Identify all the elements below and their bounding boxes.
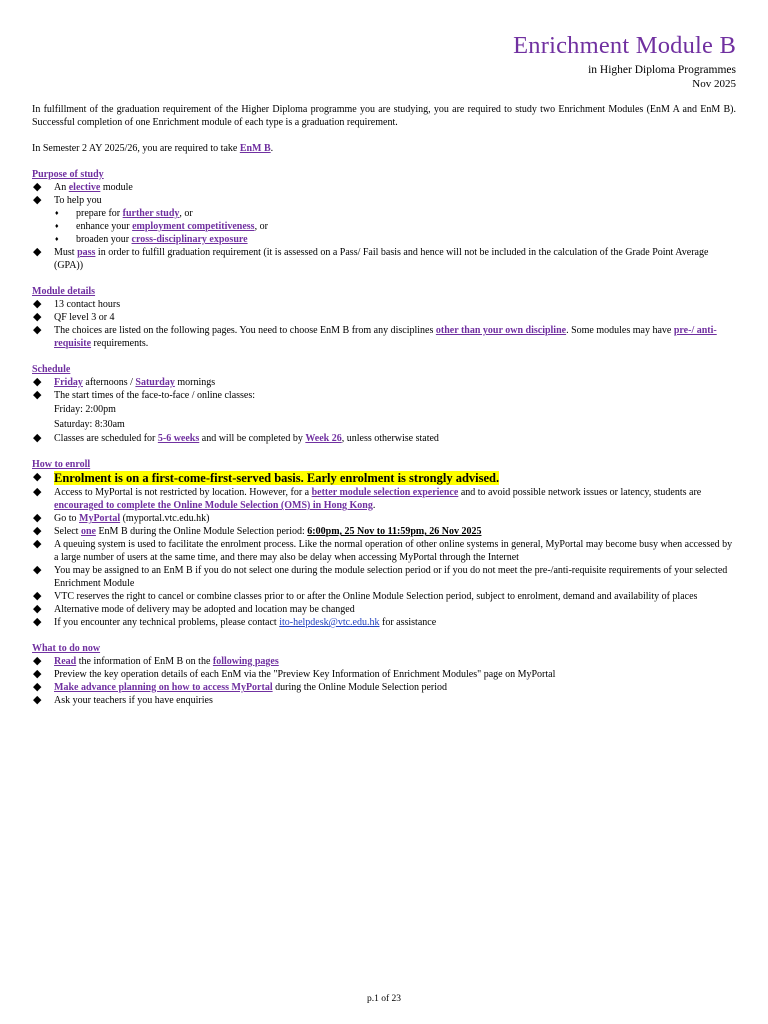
list-item: ◆ The choices are listed on the following pages. You need to choose EnM B from any disciplines other than your own discipline. Some modules may have pre-/ anti-requisite requirements.: [32, 324, 736, 350]
section-title-details: Module details: [32, 286, 96, 297]
list-item: ◆ To help you: [32, 194, 736, 207]
section-title-todo: What to do now: [32, 643, 101, 654]
document-header: [32, 33, 736, 91]
schedule-list: [32, 376, 736, 445]
intro-paragraph: In fulfillment of the graduation requirement of the Higher Diploma programme you are studying, you are required to study two Enrichment Modules (EnM A and EnM B). Successful completion of one Enrichment module of each type is a graduation requirement.: [32, 104, 736, 128]
document-subtitle: in Higher Diploma Programmes: [588, 64, 736, 76]
section-title-schedule: Schedule: [32, 364, 71, 375]
myportal-link[interactable]: MyPortal: [79, 513, 121, 524]
list-item: ◆ QF level 3 or 4: [32, 311, 736, 324]
list-item: ◆ The start times of the face-to-face / online classes:: [32, 389, 736, 402]
enroll-list: [32, 471, 736, 629]
list-item: ◆ If you encounter any technical problems, please contact ito-helpdesk@vtc.edu.hk for assistance: [32, 616, 736, 629]
sub-list-item: ♦ prepare for further study, or: [32, 207, 736, 220]
list-item: ◆ Make advance planning on how to access MyPortal during the Online Module Selection period: [32, 681, 736, 694]
section-title-enroll: How to enroll: [32, 459, 91, 470]
section-title-purpose: Purpose of study: [32, 169, 104, 180]
selection-period: 6:00pm, 25 Nov to 11:59pm, 26 Nov 2025: [307, 526, 482, 537]
list-item: ◆ Friday afternoons / Saturday mornings: [32, 376, 736, 389]
list-item: ◆ Read the information of EnM B on the following pages: [32, 655, 736, 668]
sub-list-item: ♦ enhance your employment competitiveness, or: [32, 220, 736, 233]
list-item: ◆ Classes are scheduled for 5-6 weeks and will be completed by Week 26, unless otherwise stated: [32, 432, 736, 445]
semester-suffix: .: [270, 143, 274, 154]
list-item: ◆ Must pass in order to fulfill graduation requirement (it is assessed on a Pass/ Fail basis and hence will not be included in the calculation of the Grade Point Average (GPA)): [32, 246, 736, 272]
highlight-notice: Enrolment is on a first-come-first-served basis. Early enrolment is strongly advised.: [54, 471, 500, 485]
sub-list-item: ♦ broaden your cross-disciplinary exposure: [32, 233, 736, 246]
list-item: [32, 471, 736, 486]
purpose-list: [32, 181, 736, 272]
semester-module: EnM B: [239, 143, 271, 154]
list-item: ◆ Preview the key operation details of each EnM via the "Preview Key Information of Enrichment Modules" page on MyPortal: [32, 668, 736, 681]
list-item: ◆ You may be assigned to an EnM B if you do not select one during the module selection period or if you do not meet the pre-/anti-requisite requirements of your selected Enrichment Module: [32, 564, 736, 590]
document-page: [32, 0, 736, 707]
list-item: ◆ VTC reserves the right to cancel or combine classes prior to or after the Online Module Selection period, subject to enrolment, demand and availability of places: [32, 590, 736, 603]
semester-prefix: In Semester 2 AY 2025/26, you are required to take: [32, 143, 240, 154]
details-list: [32, 298, 736, 350]
semester-paragraph: [32, 142, 736, 155]
document-date: Nov 2025: [692, 78, 736, 90]
page-number: p.1 of 23: [366, 994, 402, 1004]
helpdesk-email-link[interactable]: ito-helpdesk@vtc.edu.hk: [279, 617, 380, 628]
list-item: ◆ An elective module: [32, 181, 736, 194]
list-item: ◆ Select one EnM B during the Online Module Selection period: 6:00pm, 25 Nov to 11:59pm, 26 Nov 2025: [32, 525, 736, 538]
list-item: ◆ Access to MyPortal is not restricted by location. However, for a better module selection experience and to avoid possible network issues or latency, students are encouraged to complete the Online Module Selection (OMS) in Hong Kong.: [32, 486, 736, 512]
schedule-time-saturday: Saturday: 8:30am: [54, 419, 125, 430]
list-item: ◆ A queuing system is used to facilitate the enrolment process. Like the normal operation of other online systems in general, MyPortal may become busy when accessed by a large number of users at the same time, and there may also be delay when accessing MyPortal through the Internet: [32, 538, 736, 564]
list-item: ◆ Alternative mode of delivery may be adopted and location may be changed: [32, 603, 736, 616]
list-item: ◆ 13 contact hours: [32, 298, 736, 311]
todo-list: [32, 655, 736, 707]
schedule-time-friday: Friday: 2:00pm: [54, 404, 116, 415]
list-item: ◆ Ask your teachers if you have enquiries: [32, 694, 736, 707]
document-title: Enrichment Module B: [513, 32, 736, 59]
list-item: ◆ Go to MyPortal (myportal.vtc.edu.hk): [32, 512, 736, 525]
